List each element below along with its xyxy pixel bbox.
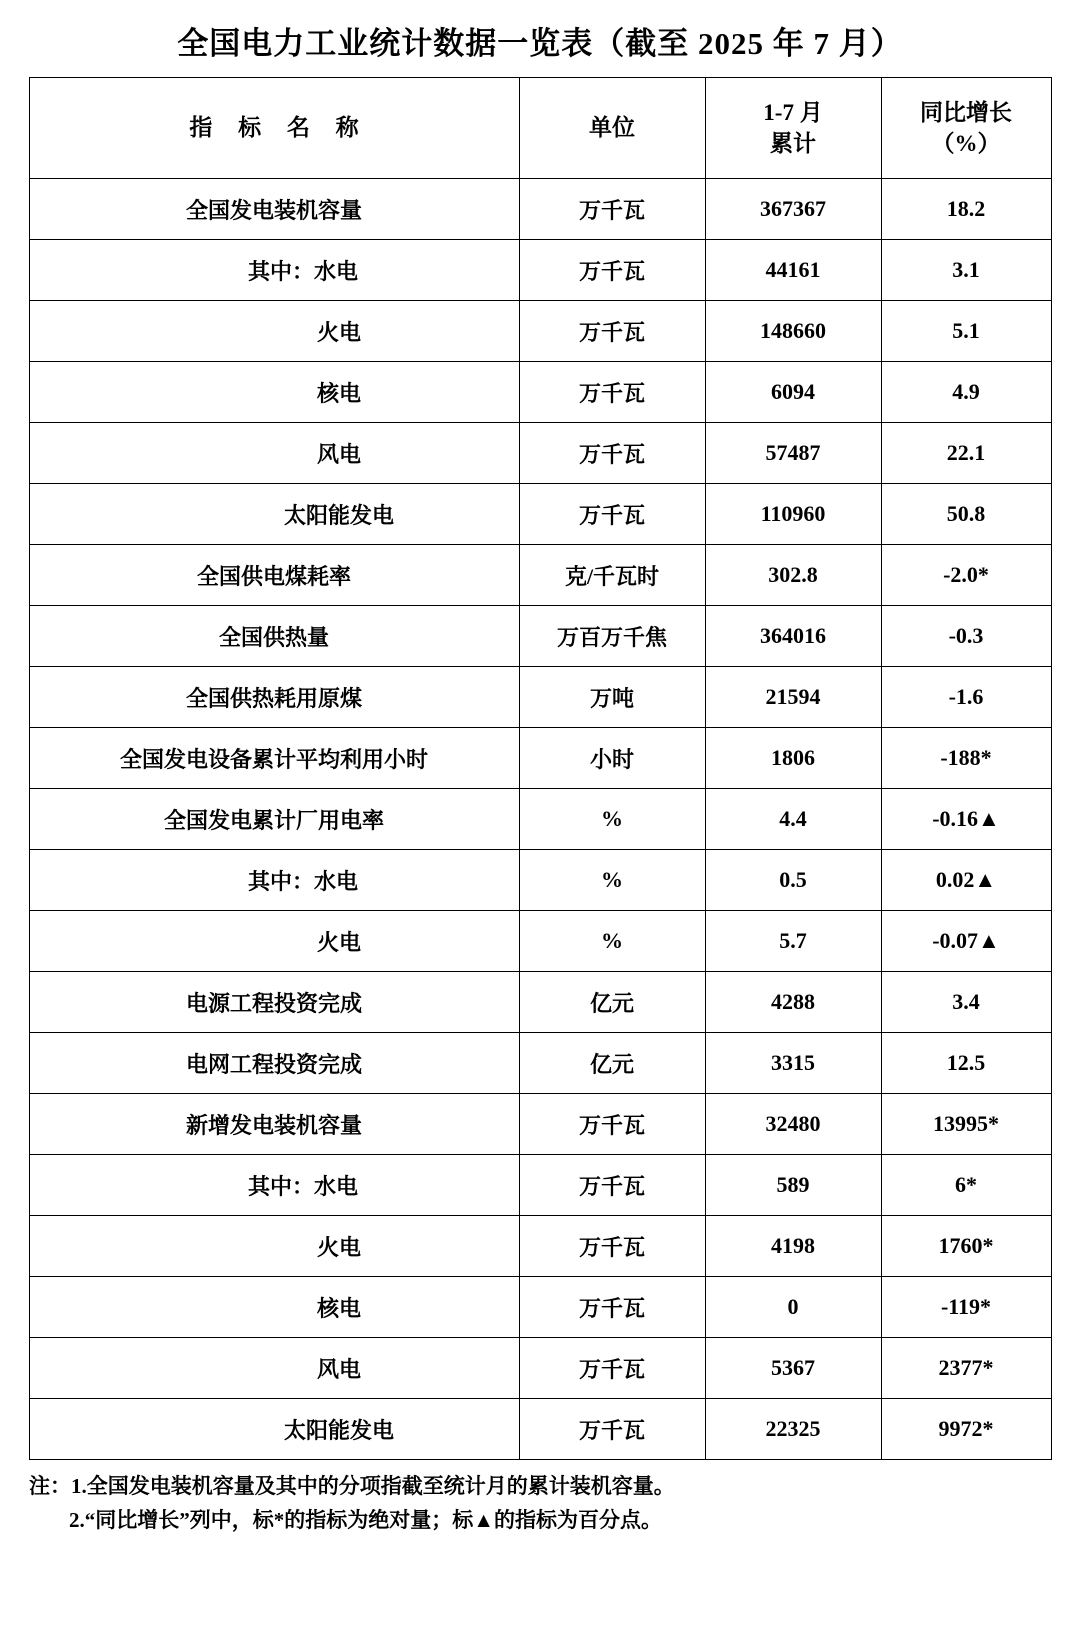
row-indicator-name: 全国发电装机容量: [29, 179, 519, 240]
row-unit: 亿元: [519, 1033, 705, 1094]
page-title: 全国电力工业统计数据一览表（截至 2025 年 7 月）: [177, 26, 903, 61]
table-row: [29, 1399, 1051, 1460]
row-unit: 万千瓦: [519, 240, 705, 301]
row-unit: 万千瓦: [519, 1277, 705, 1338]
row-cumulative-value: 148660: [705, 301, 881, 362]
row-cumulative-value: 22325: [705, 1399, 881, 1460]
note-line-1: 注：1.全国发电装机容量及其中的分项指截至统计月的累计装机容量。: [29, 1474, 675, 1498]
row-cumulative-value: 3315: [705, 1033, 881, 1094]
row-indicator-name: 全国发电累计厂用电率: [29, 789, 519, 850]
row-cumulative-value: 32480: [705, 1094, 881, 1155]
row-yoy-value: 1760*: [881, 1216, 1051, 1277]
row-indicator-name: 其中：水电: [29, 240, 519, 301]
row-yoy-value: 50.8: [881, 484, 1051, 545]
row-cumulative-value: 4288: [705, 972, 881, 1033]
table-row: [29, 1033, 1051, 1094]
row-indicator-name: 全国供电煤耗率: [29, 545, 519, 606]
row-indicator-name: 全国发电设备累计平均利用小时: [29, 728, 519, 789]
row-cumulative-value: 4198: [705, 1216, 881, 1277]
row-indicator-name: 火电: [29, 911, 519, 972]
row-yoy-value: 3.1: [881, 240, 1051, 301]
row-indicator-name: 火电: [29, 1216, 519, 1277]
column-header-cumulative: [705, 78, 881, 179]
row-yoy-value: -1.6: [881, 667, 1051, 728]
table-header: [29, 78, 1051, 179]
row-unit: %: [519, 911, 705, 972]
row-unit: 万千瓦: [519, 179, 705, 240]
table-row: [29, 667, 1051, 728]
table-row: [29, 179, 1051, 240]
row-indicator-name: 太阳能发电: [29, 1399, 519, 1460]
row-unit: 万千瓦: [519, 484, 705, 545]
row-yoy-value: 18.2: [881, 179, 1051, 240]
table-row: [29, 301, 1051, 362]
row-indicator-name: 其中：水电: [29, 850, 519, 911]
row-yoy-value: -0.16▲: [881, 789, 1051, 850]
row-cumulative-value: 367367: [705, 179, 881, 240]
row-cumulative-value: 0: [705, 1277, 881, 1338]
row-yoy-value: -119*: [881, 1277, 1051, 1338]
row-cumulative-value: 4.4: [705, 789, 881, 850]
row-indicator-name: 风电: [29, 423, 519, 484]
table-row: [29, 1277, 1051, 1338]
row-unit: 万吨: [519, 667, 705, 728]
table-row: [29, 911, 1051, 972]
row-indicator-name: 风电: [29, 1338, 519, 1399]
column-header-yoy: [881, 78, 1051, 179]
table-row: [29, 850, 1051, 911]
column-header-cumulative-line2: 累计: [770, 131, 816, 156]
row-yoy-value: 4.9: [881, 362, 1051, 423]
row-unit: 小时: [519, 728, 705, 789]
note-line-2: 2.“同比增长”列中，标*的指标为绝对量；标▲的指标为百分点。: [69, 1507, 663, 1532]
row-yoy-value: 9972*: [881, 1399, 1051, 1460]
row-unit: 万百万千焦: [519, 606, 705, 667]
row-indicator-name: 全国供热耗用原煤: [29, 667, 519, 728]
column-header-yoy-line1: 同比增长: [920, 99, 1012, 125]
row-yoy-value: 3.4: [881, 972, 1051, 1033]
row-cumulative-value: 6094: [705, 362, 881, 423]
row-indicator-name: 太阳能发电: [29, 484, 519, 545]
table-header-row: [29, 78, 1051, 179]
row-unit: 万千瓦: [519, 1216, 705, 1277]
table-body: [29, 179, 1051, 1460]
table-row: [29, 789, 1051, 850]
row-indicator-name: 核电: [29, 362, 519, 423]
row-yoy-value: 0.02▲: [881, 850, 1051, 911]
row-indicator-name: 核电: [29, 1277, 519, 1338]
row-unit: 万千瓦: [519, 301, 705, 362]
row-unit: 万千瓦: [519, 1094, 705, 1155]
row-yoy-value: -2.0*: [881, 545, 1051, 606]
column-header-yoy-line2: （%）: [931, 131, 1001, 156]
row-cumulative-value: 589: [705, 1155, 881, 1216]
row-indicator-name: 电网工程投资完成: [29, 1033, 519, 1094]
row-cumulative-value: 21594: [705, 667, 881, 728]
table-row: [29, 1094, 1051, 1155]
row-unit: 万千瓦: [519, 1399, 705, 1460]
row-cumulative-value: 1806: [705, 728, 881, 789]
row-indicator-name: 电源工程投资完成: [29, 972, 519, 1033]
row-cumulative-value: 57487: [705, 423, 881, 484]
row-cumulative-value: 302.8: [705, 545, 881, 606]
table-row: [29, 1216, 1051, 1277]
row-yoy-value: -0.07▲: [881, 911, 1051, 972]
row-yoy-value: 2377*: [881, 1338, 1051, 1399]
table-row: [29, 1338, 1051, 1399]
row-cumulative-value: 364016: [705, 606, 881, 667]
row-unit: 克/千瓦时: [519, 545, 705, 606]
column-header-unit: 单位: [519, 78, 705, 179]
row-yoy-value: 13995*: [881, 1094, 1051, 1155]
row-yoy-value: -188*: [881, 728, 1051, 789]
row-cumulative-value: 44161: [705, 240, 881, 301]
row-indicator-name: 火电: [29, 301, 519, 362]
row-unit: %: [519, 850, 705, 911]
table-row: [29, 362, 1051, 423]
column-header-indicator: [29, 78, 519, 179]
row-indicator-name: 全国供热量: [29, 606, 519, 667]
row-yoy-value: -0.3: [881, 606, 1051, 667]
table-row: [29, 545, 1051, 606]
table-row: [29, 423, 1051, 484]
table-notes: [29, 1470, 1051, 1537]
table-row: [29, 606, 1051, 667]
row-cumulative-value: 110960: [705, 484, 881, 545]
power-statistics-table: [29, 77, 1052, 1460]
row-yoy-value: 5.1: [881, 301, 1051, 362]
row-unit: %: [519, 789, 705, 850]
row-unit: 亿元: [519, 972, 705, 1033]
row-indicator-name: 新增发电装机容量: [29, 1094, 519, 1155]
row-cumulative-value: 0.5: [705, 850, 881, 911]
row-yoy-value: 12.5: [881, 1033, 1051, 1094]
row-unit: 万千瓦: [519, 1338, 705, 1399]
table-row: [29, 728, 1051, 789]
row-yoy-value: 6*: [881, 1155, 1051, 1216]
table-row: [29, 972, 1051, 1033]
row-yoy-value: 22.1: [881, 423, 1051, 484]
table-row: [29, 1155, 1051, 1216]
row-unit: 万千瓦: [519, 1155, 705, 1216]
row-unit: 万千瓦: [519, 423, 705, 484]
row-unit: 万千瓦: [519, 362, 705, 423]
column-header-indicator-label: 指 标 名 称: [189, 115, 369, 141]
table-row: [29, 484, 1051, 545]
row-cumulative-value: 5367: [705, 1338, 881, 1399]
table-row: [29, 240, 1051, 301]
column-header-cumulative-line1: 1-7 月: [763, 99, 823, 125]
row-indicator-name: 其中：水电: [29, 1155, 519, 1216]
row-cumulative-value: 5.7: [705, 911, 881, 972]
